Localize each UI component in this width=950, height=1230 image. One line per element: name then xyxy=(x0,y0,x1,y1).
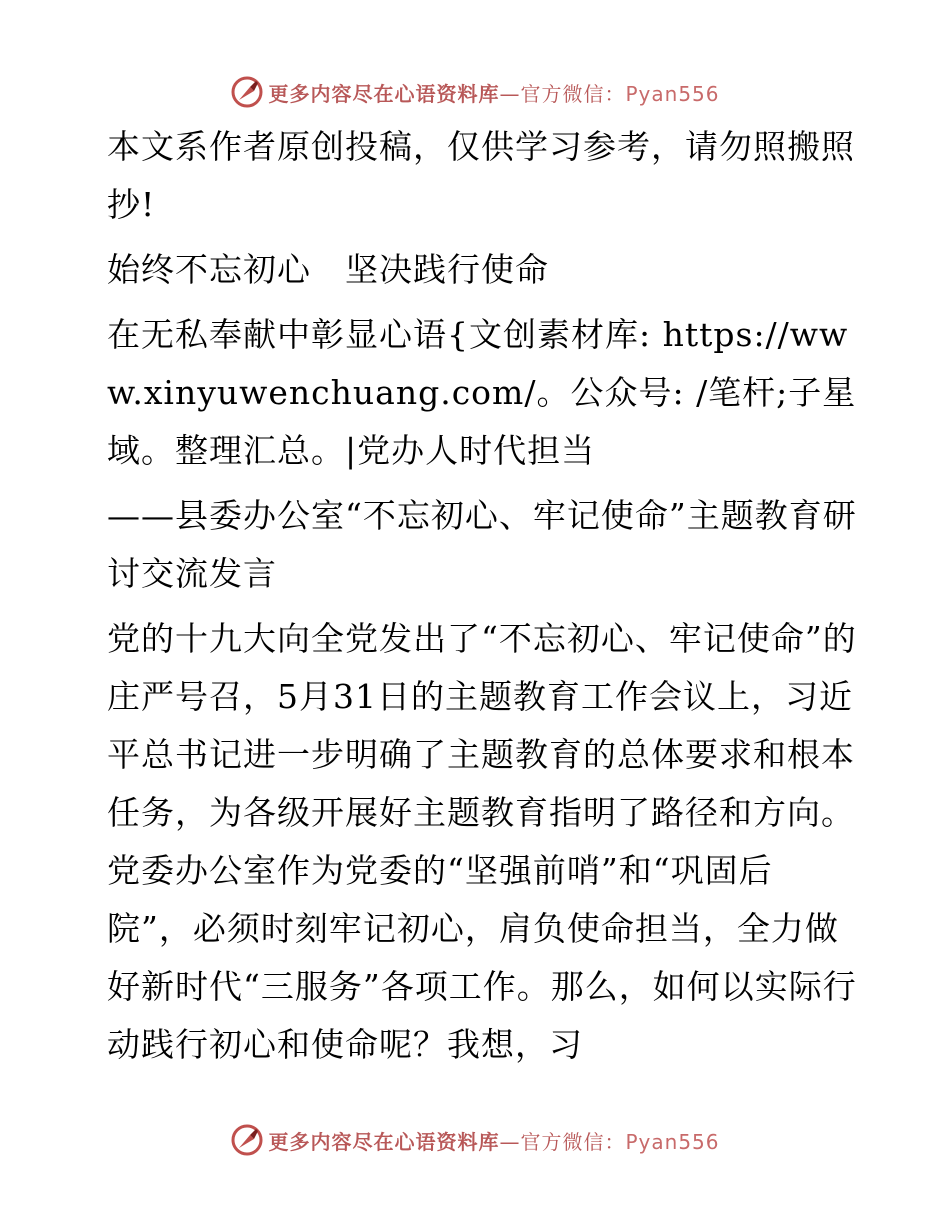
header-watermark-banner xyxy=(0,72,950,112)
document-title: 始终不忘初心 坚决践行使命 xyxy=(107,250,549,289)
disclaimer-paragraph: 本文系作者原创投稿，仅供学习参考，请勿照搬照抄! xyxy=(107,127,855,224)
watermark-text: 更多内容尽在心语资料库—官方微信：Pyan556 xyxy=(268,81,720,106)
pen-nib-logo-icon xyxy=(230,75,264,109)
footer-watermark-banner xyxy=(0,1120,950,1160)
speech-subtitle: ——县委办公室“不忘初心、牢记使命”主题教育研讨交流发言 xyxy=(107,496,857,593)
document-body xyxy=(97,118,857,1081)
body-paragraph: 党的十九大向全党发出了“不忘初心、牢记使命”的庄严号召，5月31日的主题教育工作会议上，习近平总书记进一步明确了主题教育的总体要求和根本任务，为各级开展好主题教育指明了路径和方向。党委办公室作为党委的“坚强前哨”和“巩固后院”，必须时刻牢记初心，肩负使命担当，全力做好新时代“三服务”各项工作。那么，如何以实际行动践行初心和使命呢？我想，习 xyxy=(107,619,857,1064)
subtitle-paragraph: 在无私奉献中彰显心语{文创素材库: https://www.xinyuwenchuang.com/。公众号: /笔杆;子星域。整理汇总。|党办人时代担当 xyxy=(107,315,857,470)
pen-nib-logo-icon xyxy=(230,1123,264,1157)
watermark-text: 更多内容尽在心语资料库—官方微信：Pyan556 xyxy=(268,1129,720,1154)
